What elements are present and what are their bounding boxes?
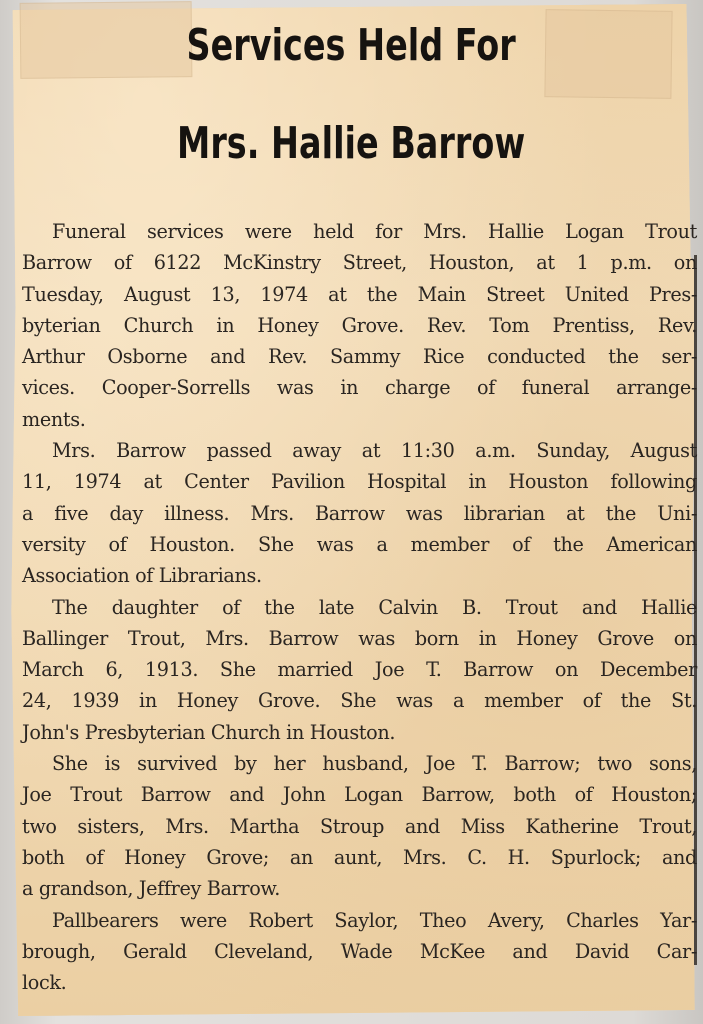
article-line: both of Honey Grove; an aunt, Mrs. C. H. Spurlock; and [22,845,697,869]
article-line: Tuesday, August 13, 1974 at the Main Street United Pres- [22,282,697,306]
article-line: Mrs. Barrow passed away at 11:30 a.m. Sunday, August [52,439,697,463]
article-line: 11, 1974 at Center Pavilion Hospital in Houston following [22,470,697,494]
article-line: brough, Gerald Cleveland, Wade McKee and David Car- [22,939,697,963]
article-line: byterian Church in Honey Grove. Rev. Tom Prentiss, Rev. [22,313,697,337]
article-line: March 6, 1913. She married Joe T. Barrow on December [22,658,697,682]
article-line: Joe Trout Barrow and John Logan Barrow, both of Houston; [22,783,697,807]
article-line: ments. [22,407,86,431]
article-line: Arthur Osborne and Rev. Sammy Rice conducted the ser- [22,345,697,369]
article-line: a grandson, Jeffrey Barrow. [22,877,280,901]
article-body [22,216,697,998]
article-line: Association of Librarians. [22,564,262,588]
article-line: Funeral services were held for Mrs. Hallie Logan Trout [52,220,697,243]
article-line: a five day illness. Mrs. Barrow was librarian at the Uni- [22,501,697,525]
article-line: two sisters, Mrs. Martha Stroup and Miss Katherine Trout, [22,814,697,838]
article-line: The daughter of the late Calvin B. Trout and Hallie [52,595,697,619]
article-line: lock. [22,971,67,995]
article-line: Pallbearers were Robert Saylor, Theo Avery, Charles Yar- [52,908,697,932]
article-line: versity of Houston. She was a member of the American [22,532,697,556]
article-line: John's Presbyterian Church in Houston. [22,720,396,744]
article-line: 24, 1939 in Honey Grove. She was a member of the St. [22,689,697,713]
article-line: Ballinger Trout, Mrs. Barrow was born in Honey Grove on [22,626,697,650]
article-line: Barrow of 6122 McKinstry Street, Houston, at 1 p.m. on [22,251,697,275]
article-line: She is survived by her husband, Joe T. Barrow; two sons, [52,752,697,776]
headline-line-2: Mrs. Hallie Barrow [177,118,526,169]
article-line: vices. Cooper-Sorrells was in charge of funeral arrange- [22,376,697,400]
headline-line-1: Services Held For [186,20,516,71]
